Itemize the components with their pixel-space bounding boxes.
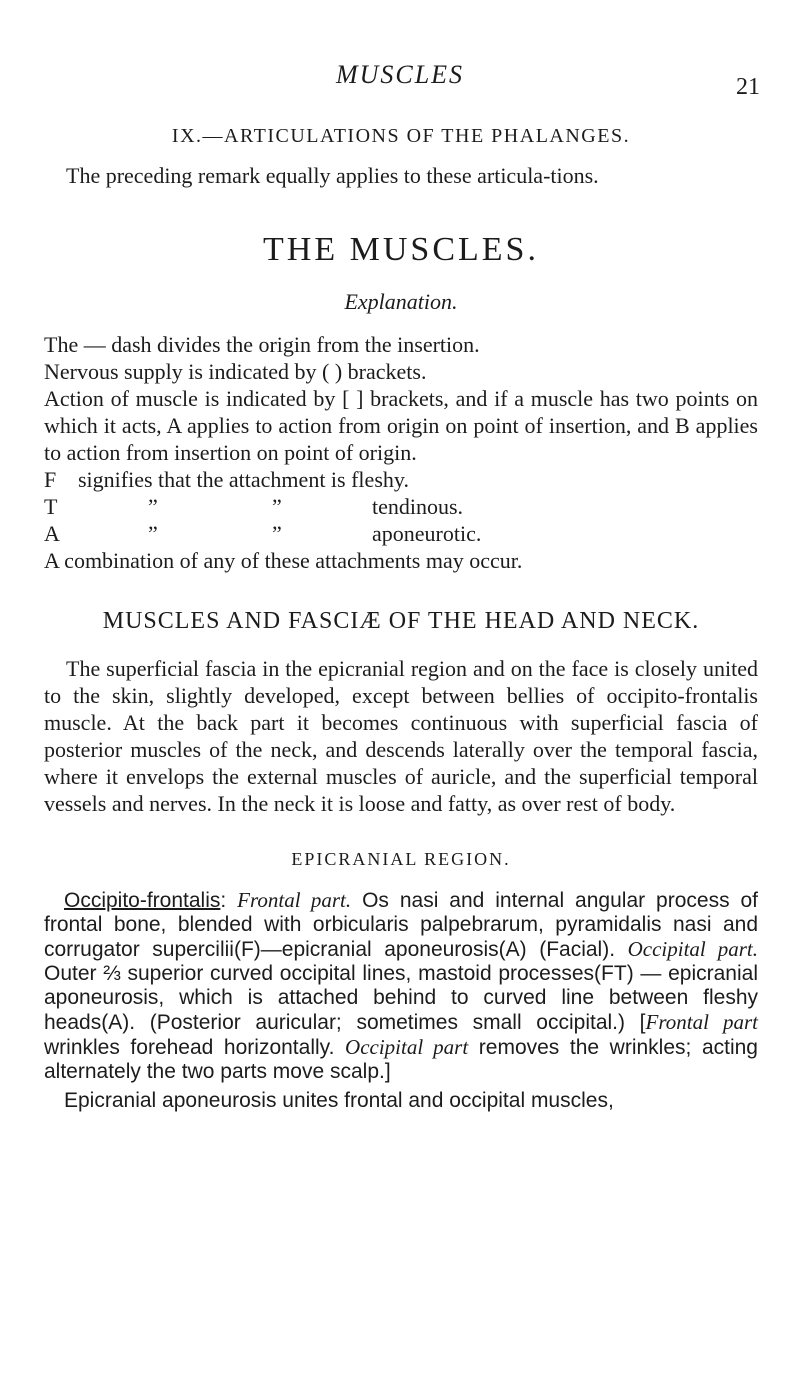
explanation-line-nervous: Nervous supply is indicated by ( ) brackets.	[44, 359, 427, 384]
muscles-title: THE MUSCLES.	[263, 231, 539, 268]
explanation-subtitle: Explanation.	[344, 289, 458, 314]
definition-meaning: tendinous.	[372, 494, 464, 519]
muscle-name: Occipito-frontalis	[64, 889, 221, 912]
definition-meaning: fleshy.	[351, 467, 409, 492]
definition-signifies: signifies that the attachment is	[78, 467, 346, 492]
action-frontal-text: wrinkles forehead horizontally.	[44, 1036, 335, 1059]
action-frontal-label: Frontal part	[645, 1010, 758, 1034]
definition-key: T	[44, 494, 58, 519]
occipital-part-text: Outer ⅔ superior curved occipital lines, mastoid processes(FT) — epicranial aponeurosis, which is attached behind to curved line between fleshy heads(A). (Posterior auricular; sometimes small occipital.)	[44, 962, 758, 1034]
articulations-heading: IX.—ARTICULATIONS OF THE PHALANGES.	[171, 125, 631, 147]
frontal-part-label: Frontal part.	[237, 888, 352, 912]
head-neck-heading: MUSCLES AND FASCIÆ OF THE HEAD AND NECK.	[102, 608, 700, 634]
frontal-part-text: Os nasi and internal angular process of frontal bone, blended with orbicularis palpebrarum, pyramidalis nasi and corrugator supercilii(F)—epicranial aponeurosis(A) (Facial).	[44, 889, 759, 961]
articulations-text: The preceding remark equally applies to these articula-tions.	[66, 163, 599, 188]
definition-meaning: aponeurotic.	[372, 521, 482, 546]
page-number: 21	[736, 74, 760, 100]
action-occipital-text: removes the wrinkles; acting alternately the two parts move scalp.	[44, 1036, 758, 1083]
epicranial-heading: EPICRANIAL REGION.	[291, 849, 511, 869]
combination-note: A combination of any of these attachments may occur.	[44, 548, 523, 573]
explanation-line-action: Action of muscle is indicated by [ ] brackets, and if a muscle has two points on which it acts, A applies to action from origin on point of insertion, and B applies to action from insertion on point of origin.	[44, 386, 758, 465]
definition-aponeurotic	[44, 520, 758, 547]
action-occipital-label: Occipital part	[345, 1035, 469, 1059]
running-head	[0, 60, 800, 100]
epicranial-aponeurosis-line: Epicranial aponeurosis unites frontal and occipital muscles,	[64, 1089, 614, 1112]
definition-key: A	[44, 521, 60, 546]
head-neck-text: The superficial fascia in the epicranial region and on the face is closely united to the skin, slightly developed, except between bellies of occipito-frontalis muscle. At the back part it becomes continuous with superficial fascia of posterior muscles of the neck, and descends laterally over the temporal fascia, where it envelops the external muscles of auricle, and the superficial temporal vessels and nerves. In the neck it is loose and fatty, as over rest of body.	[44, 656, 758, 816]
ditto-mark: ”	[148, 521, 158, 546]
page-content	[44, 125, 758, 1114]
ditto-mark: ”	[148, 494, 158, 519]
occipital-part-label: Occipital part.	[627, 937, 759, 961]
definition-tendinous	[44, 493, 758, 520]
explanation-line-dash: The — dash divides the origin from the insertion.	[44, 332, 480, 357]
ditto-mark: ”	[272, 521, 282, 546]
definition-key: F	[44, 467, 57, 492]
occipito-frontalis-entry: Occipito-frontalis: Frontal part. Os nasi and internal angular process of frontal bone, blended with orbicularis palpebrarum, pyramidalis nasi and corrugator supercilii(F)—epicranial aponeurosis(A) (Facial). Occipital part. Outer ⅔ superior curved occipital lines, mastoid processes(FT) — epicranial aponeurosis, which is attached behind to curved line between fleshy heads(A). (Posterior auricular; sometimes small occipital.) [Frontal part wrinkles forehead horizontally. Occipital part removes the wrinkles; acting alternately the two parts move scalp.]	[44, 888, 759, 1083]
ditto-mark: ”	[272, 494, 282, 519]
running-title: MUSCLES	[335, 60, 465, 89]
definition-fleshy	[44, 466, 758, 493]
